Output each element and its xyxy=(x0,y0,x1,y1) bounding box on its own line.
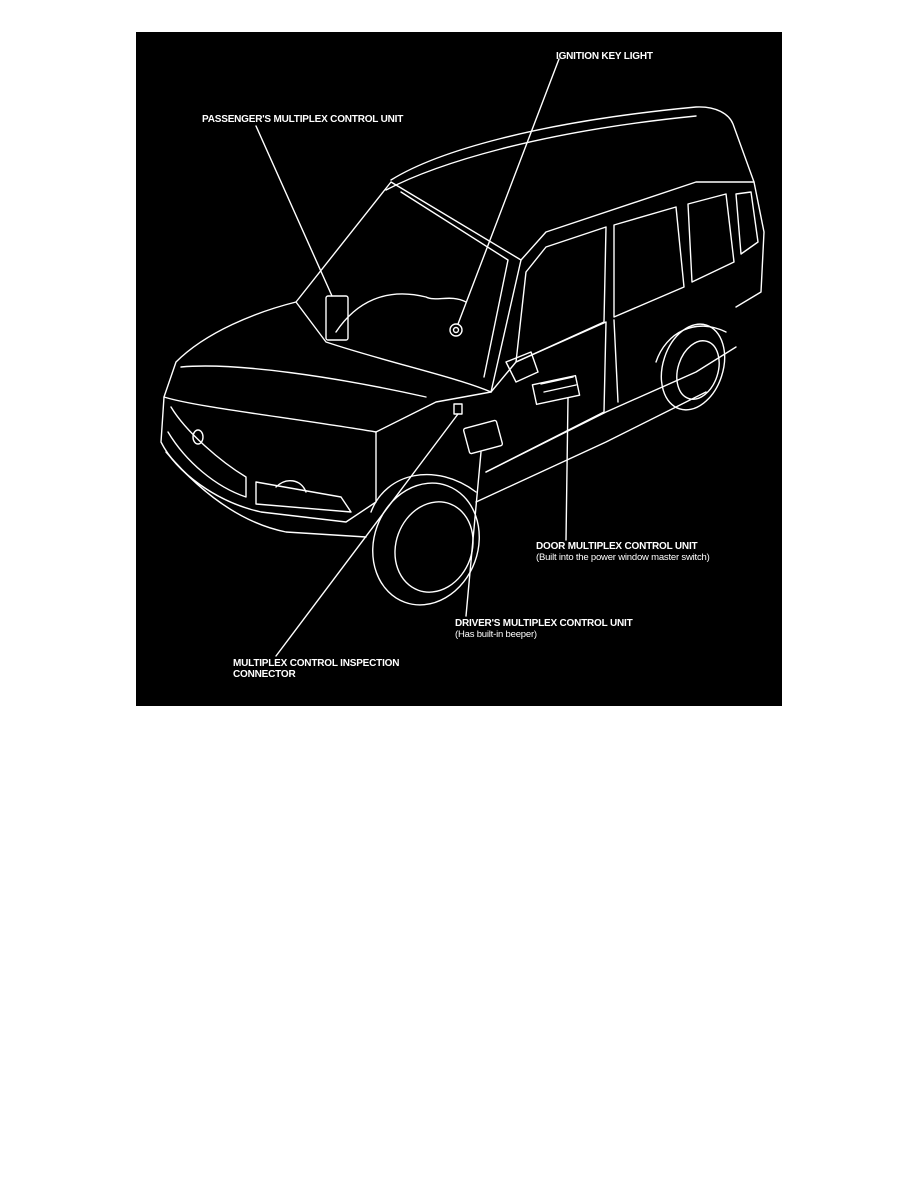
callout-title-line2: CONNECTOR xyxy=(233,669,296,680)
vehicle-line-drawing xyxy=(136,32,782,706)
callout-title-line1: MULTIPLEX CONTROL INSPECTION xyxy=(233,658,400,669)
callout-title: DRIVER'S MULTIPLEX CONTROL UNIT xyxy=(455,618,633,629)
callout-inspection-connector xyxy=(233,658,399,680)
callout-title: PASSENGER'S MULTIPLEX CONTROL UNIT xyxy=(202,114,404,125)
callout-passenger-multiplex-unit xyxy=(202,114,403,125)
callout-title: IGNITION KEY LIGHT xyxy=(556,51,653,62)
callout-subtitle: (Has built-in beeper) xyxy=(455,629,537,640)
callout-driver-multiplex-unit xyxy=(455,618,632,640)
callout-door-multiplex-unit xyxy=(536,541,710,563)
callout-subtitle: (Built into the power window master switch) xyxy=(536,552,710,563)
callout-ignition-key-light xyxy=(556,51,653,62)
callout-title: DOOR MULTIPLEX CONTROL UNIT xyxy=(536,541,698,552)
vehicle-component-location-diagram xyxy=(136,32,782,706)
